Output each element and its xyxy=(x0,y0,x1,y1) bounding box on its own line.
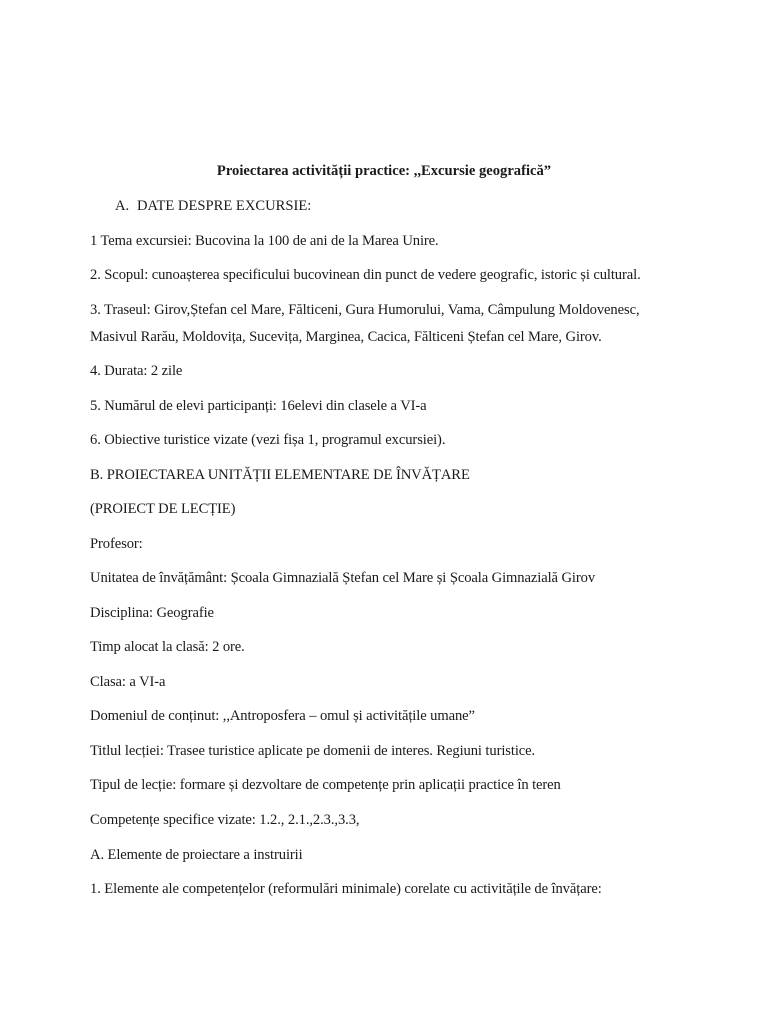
subsection-a-heading: A. Elemente de proiectare a instruirii xyxy=(90,847,303,863)
subsection-item-1: 1. Elemente ale competențelor (reformulări minimale) corelate cu activitățile de învățare: xyxy=(90,881,602,897)
field-profesor: Profesor: xyxy=(90,536,143,552)
field-clasa: Clasa: a VI-a xyxy=(90,674,166,690)
item-traseul-line2: Masivul Rarău, Moldovița, Sucevița, Marginea, Cacica, Fălticeni Ștefan cel Mare, Girov. xyxy=(90,329,602,345)
field-disciplina: Disciplina: Geografie xyxy=(90,605,214,621)
field-unitatea: Unitatea de învățământ: Școala Gimnazială Ștefan cel Mare și Școala Gimnazială Girov xyxy=(90,570,596,586)
item-scopul: 2. Scopul: cunoașterea specificului bucovinean din punct de vedere geografic, istoric și cultural. xyxy=(90,267,641,283)
field-tipul-lectie: Tipul de lecție: formare și dezvoltare de competențe prin aplicații practice în teren xyxy=(90,777,561,793)
document-title: Proiectarea activității practice: ,,Excursie geografică” xyxy=(216,163,552,179)
item-tema: 1 Tema excursiei: Bucovina la 100 de ani de la Marea Unire. xyxy=(90,233,439,249)
item-numar-elevi: 5. Numărul de elevi participanți: 16elevi din clasele a VI-a xyxy=(90,398,427,414)
item-obiective: 6. Obiective turistice vizate (vezi fișa 1, programul excursiei). xyxy=(90,432,446,448)
field-domeniul: Domeniul de conținut: ,,Antroposfera – omul și activitățile umane” xyxy=(90,708,475,724)
item-traseul-line1: 3. Traseul: Girov,Ștefan cel Mare, Fălticeni, Gura Humorului, Vama, Câmpulung Moldovenesc, xyxy=(90,302,640,318)
section-b-subheading: (PROIECT DE LECȚIE) xyxy=(90,501,236,517)
field-titlul-lectiei: Titlul lecției: Trasee turistice aplicate pe domenii de interes. Regiuni turistice. xyxy=(90,743,536,759)
section-b-heading: B. PROIECTAREA UNITĂȚII ELEMENTARE DE ÎNVĂȚARE xyxy=(90,467,470,483)
item-durata: 4. Durata: 2 zile xyxy=(90,363,183,379)
section-a-heading: DATE DESPRE EXCURSIE: xyxy=(137,198,312,214)
field-timp-alocat: Timp alocat la clasă: 2 ore. xyxy=(90,639,245,655)
section-a-marker: A. xyxy=(115,198,130,214)
field-competente: Competențe specifice vizate: 1.2., 2.1.,2.3.,3.3, xyxy=(90,812,360,828)
